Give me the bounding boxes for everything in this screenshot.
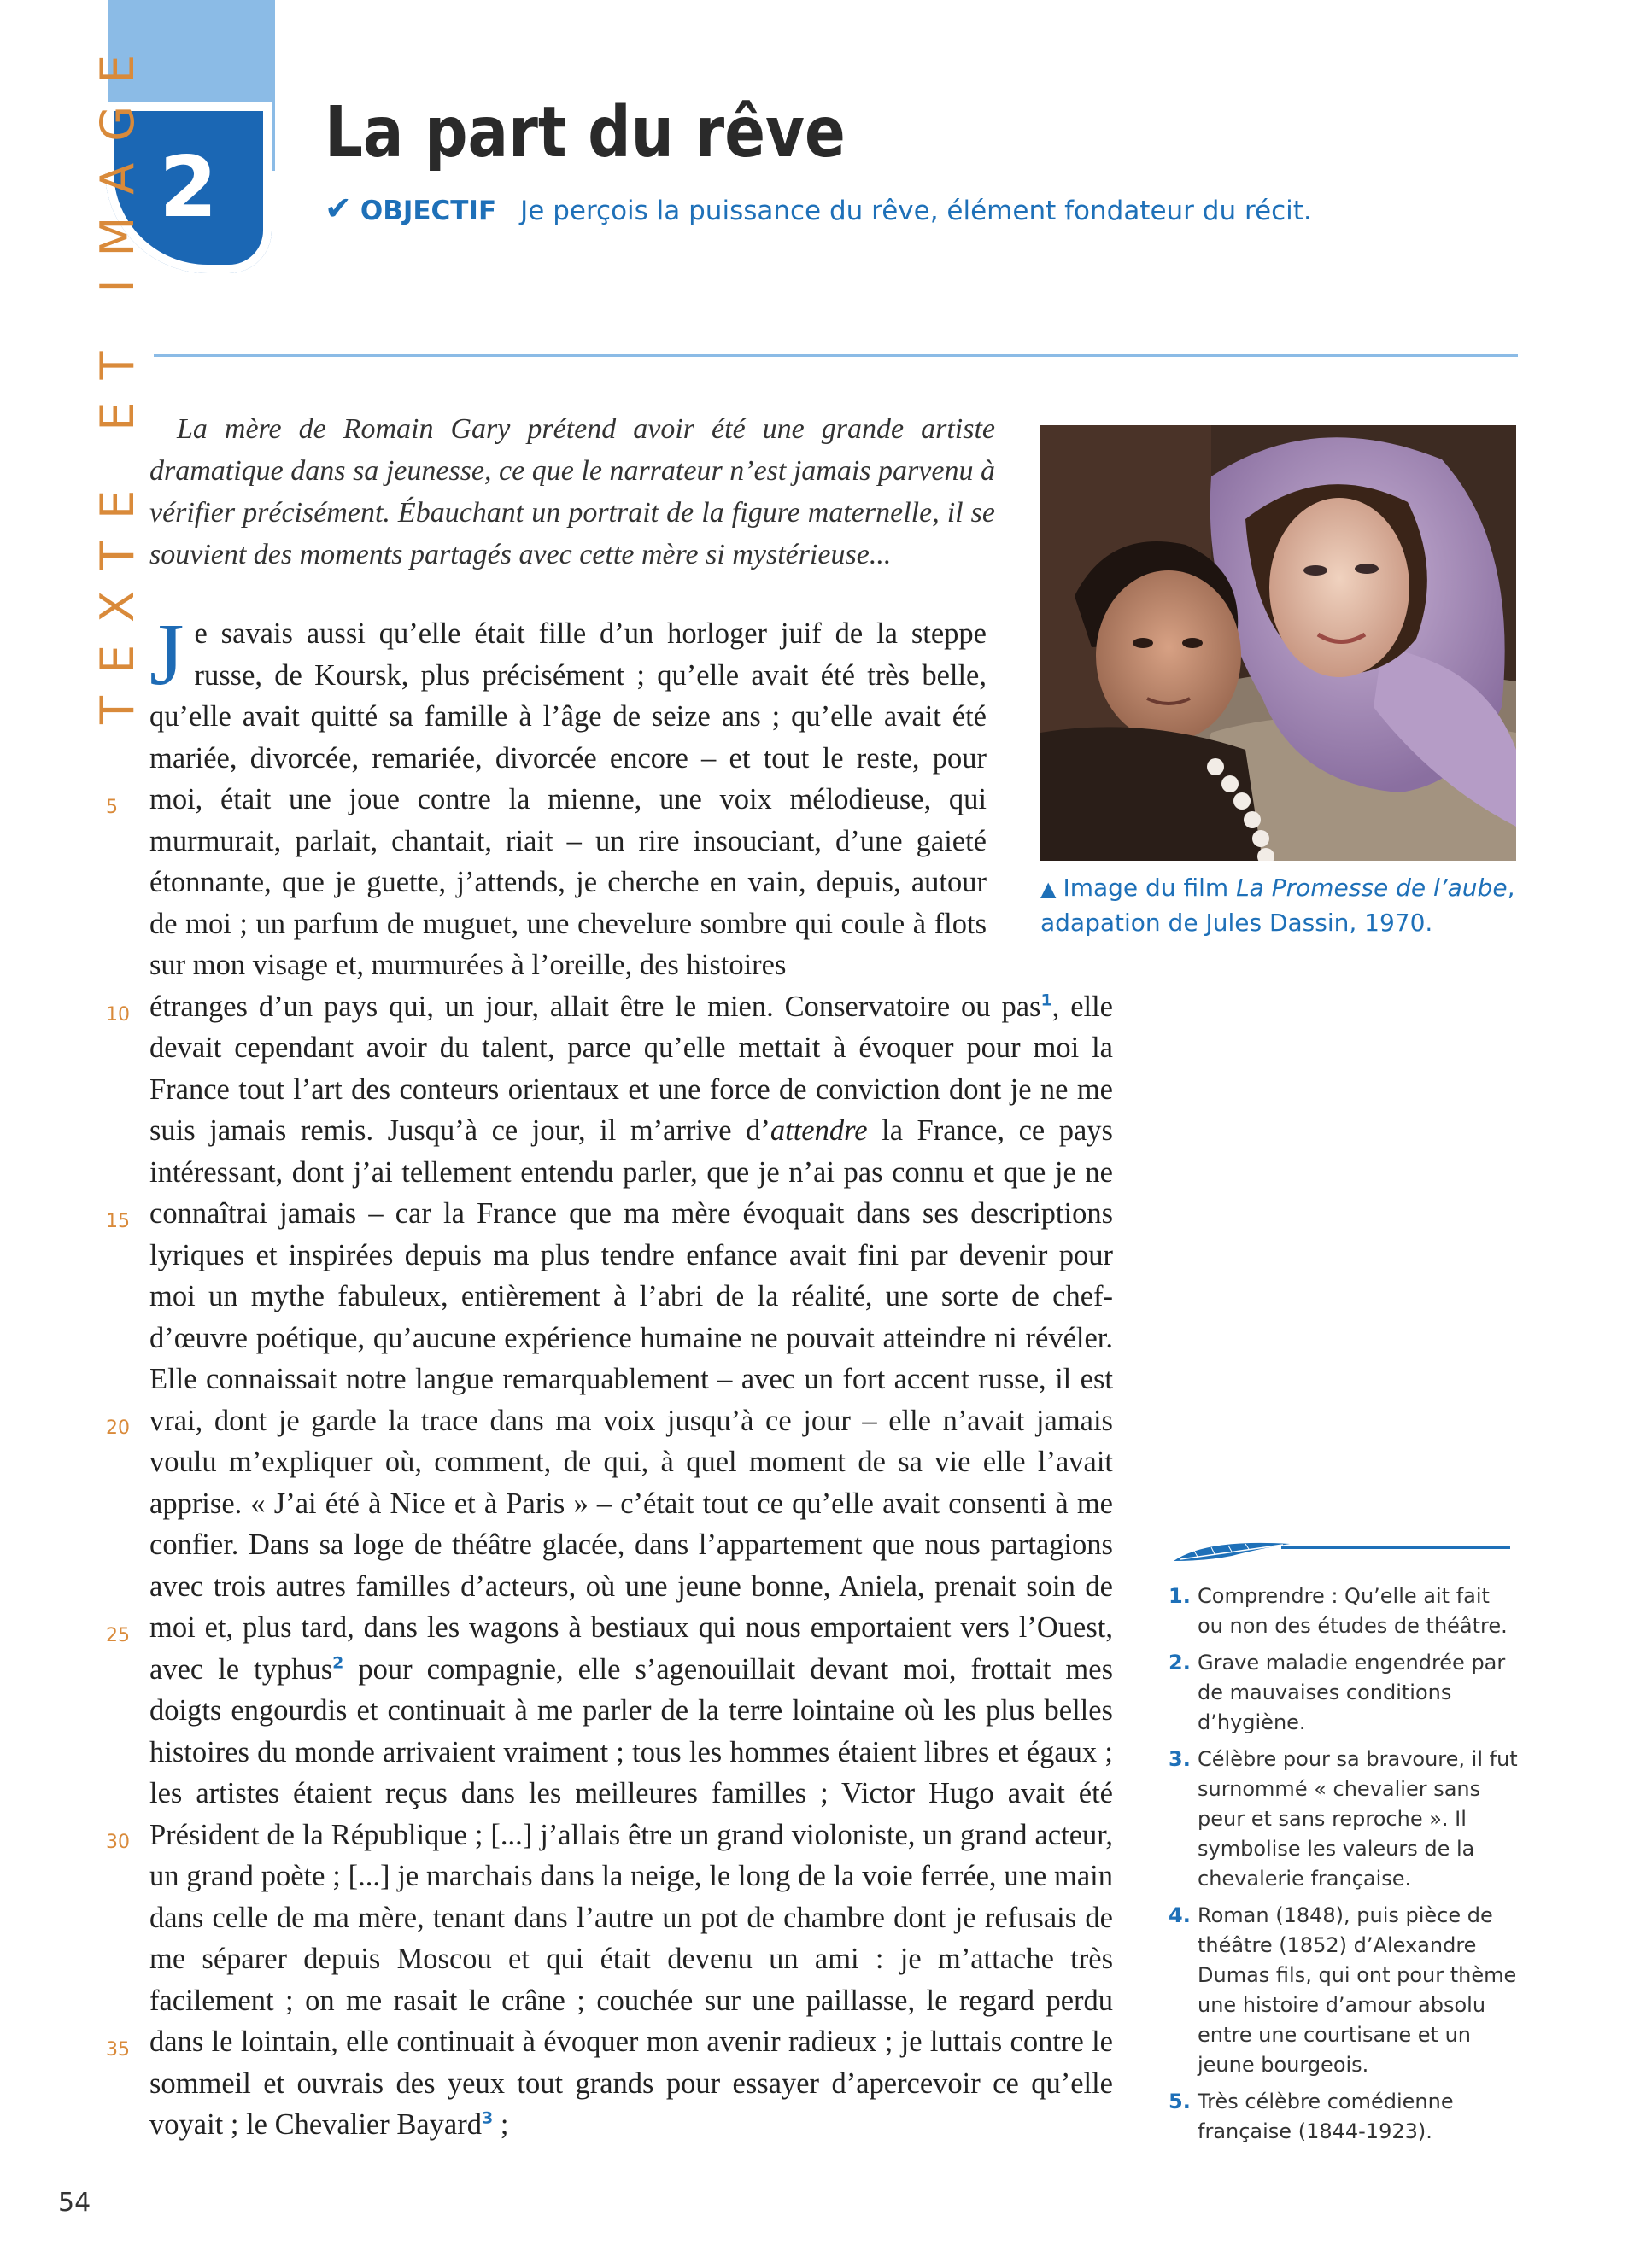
footnote-item — [1168, 1745, 1519, 1894]
footnote-text: Célèbre pour sa bravoure, il fut surnommé « chevalier sans peur et sans reproche ». Il symbolise les valeurs de la chevalerie française. — [1198, 1747, 1518, 1891]
paragraph-2-part-c: la France, ce pays intéressant, dont j’ai tellement entendu parler, que je n’ai pas connu et que je ne connaîtrai jamais – car la France que ma mère évoquait dans ses descriptions lyriques et inspirées depuis ma plus tendre enfance avait fini par devenir pour moi un mythe fabuleux, entièrement à l’abri de la réalité, une sorte de chef-d’œuvre poétique, qu’aucune expérience humaine ne pouvait atteindre ni révéler. Elle connaissait notre langue remarquablement – avec un fort accent russe, il est vrai, dont je garde la trace dans ma voix jusqu’à ce jour – elle n’avait jamais voulu m’expliquer où, comment, de qui, à quel moment de sa vie elle l’avait apprise. « J’ai été à Nice et à Paris » – c’était tout ce qu’elle avait consenti à me confier. Dans sa loge de théâtre glacée, dans l’appartement que nous partagions avec trois autres familles d’acteurs, où une jeune bonne, Aniela, prenait soin de moi et, plus tard, dans les wagons à bestiaux qui nous emportaient vers l’Ouest, avec le typhus — [149, 1114, 1113, 1686]
footnote-item — [1168, 1901, 1519, 2080]
caption-film-title: La Promesse de l’aube — [1236, 874, 1508, 902]
main-text — [149, 605, 1113, 2146]
footnotes-divider — [1281, 1546, 1510, 1549]
footnote-item — [1168, 1648, 1519, 1738]
footnote-item — [1168, 1581, 1519, 1641]
objective-label: OBJECTIF — [360, 196, 497, 226]
paragraph-1-text: e savais aussi qu’elle était fille d’un horloger juif de la steppe russe, de Koursk, plus précisément ; qu’elle avait été très belle, qu’elle avait quitté sa famille à l’âge de seize ans ; qu’elle avait été mariée, divorcée, remariée, divorcée encore – et tout le reste, pour moi, était une joue contre la mienne, une voix mélodieuse, qui murmurait, parlait, chantait, riait – un rire insouciant, d’une gaieté étonnante, que je guette, j’attends, je cherche en vain, depuis, autour de moi ; un parfum de muguet, une chevelure sombre qui coule à flots sur mon visage et, murmurées à l’oreille, des histoires — [149, 617, 987, 981]
text-paragraph-1 — [149, 605, 987, 986]
footnote-ref-3: 3 — [481, 2108, 494, 2128]
quill-icon — [1172, 1535, 1292, 1564]
emphasis-word: attendre — [770, 1114, 868, 1147]
drop-cap: J — [149, 605, 184, 704]
intro-paragraph: La mère de Romain Gary prétend avoir été une grande artiste dramatique dans sa jeunesse, ce que le narrateur n’est jamais parvenu à vérifier précisément. Ébauchant un portrait de la figure maternelle, il se souvient des moments partagés avec cette mère si mystérieuse... — [149, 413, 995, 570]
section-label-text: TEXTE ET IMAGE — [91, 32, 144, 724]
line-number: 20 — [106, 1418, 130, 1439]
footnote-number: 5. — [1168, 2090, 1191, 2113]
footnote-item — [1168, 2087, 1519, 2147]
header-divider — [154, 354, 1518, 357]
line-number: 10 — [106, 1004, 130, 1026]
chapter-number: 2 — [159, 139, 218, 237]
footnote-text: Grave maladie engendrée par de mauvaises conditions d’hygiène. — [1198, 1651, 1506, 1734]
footnote-number: 4. — [1168, 1903, 1191, 1927]
triangle-up-icon: ▲ — [1040, 877, 1057, 901]
footnote-number: 3. — [1168, 1747, 1191, 1771]
footnote-text: Comprendre : Qu’elle ait fait ou non des études de théâtre. — [1198, 1584, 1508, 1638]
footnote-text: Très célèbre comédienne française (1844-1923). — [1198, 2090, 1454, 2143]
footnote-text: Roman (1848), puis pièce de théâtre (1852) d’Alexandre Dumas fils, qui ont pour thème une histoire d’amour absolu entre une courtisane et un jeune bourgeois. — [1198, 1903, 1517, 2077]
page-title: La part du rêve — [325, 92, 846, 173]
line-number: 15 — [106, 1211, 130, 1232]
objective — [325, 190, 1312, 227]
image-caption — [1040, 871, 1536, 939]
paragraph-2-part-d: pour compagnie, elle s’agenouillait devant moi, frottait mes doigts engourdis et continuait à me parler de la terre lointaine où les plus belles histoires du monde arrivaient vraiment ; tous les hommes étaient libres et égaux ; les artistes étaient reçus dans les meilleures familles ; Victor Hugo avait été Président de la République ; [...] j’allais être un grand violoniste, un grand acteur, un grand poète ; [...] je marchais dans la neige, le long de la voie ferrée, une main dans celle de ma mère, tenant dans l’autre un pot de chambre dont je refusais de me séparer depuis Moscou et qui était devenu un ami : je m’attache très facilement ; on me rasait le crâne ; couchée sur une paillasse, le regard perdu dans le lointain, elle continuait à évoquer mon avenir radieux ; je luttais contre le sommeil et ouvrais des yeux tout grands pour essayer d’apercevoir ce qu’elle voyait ; le Chevalier Bayard — [149, 1652, 1113, 2141]
line-number: 35 — [106, 2039, 130, 2060]
footnote-ref-1: 1 — [1040, 991, 1052, 1009]
section-label — [91, 32, 144, 724]
footnote-number: 2. — [1168, 1651, 1191, 1675]
caption-suffix: , adapation de Jules Dassin, 1970. — [1040, 874, 1515, 937]
footnotes-list — [1168, 1581, 1519, 2154]
caption-prefix: Image du film — [1063, 874, 1237, 902]
line-number: 25 — [106, 1625, 130, 1646]
text-paragraph-2 — [149, 986, 1113, 2146]
paragraph-2-part-e: ; — [493, 2108, 509, 2141]
footnote-number: 1. — [1168, 1584, 1191, 1608]
objective-text: Je perçois la puissance du rêve, élément fondateur du récit. — [520, 196, 1312, 226]
paragraph-2-part-a: étranges d’un pays qui, un jour, allait être le mien. Conservatoire ou pas — [149, 990, 1041, 1023]
check-icon: ✔ — [325, 190, 352, 227]
page-number: 54 — [58, 2188, 91, 2218]
footnote-ref-2: 2 — [332, 1653, 344, 1672]
line-number: 30 — [106, 1832, 130, 1853]
paragraph-2-part-b: , elle devait cependant avoir du talent, parce qu’elle mettait à évoquer pour moi la France tout l’art des conteurs orientaux et une force de conviction dont je ne me suis jamais remis. Jusqu’à ce jour, il m’arrive d’ — [149, 990, 1113, 1147]
line-number: 5 — [106, 797, 118, 818]
